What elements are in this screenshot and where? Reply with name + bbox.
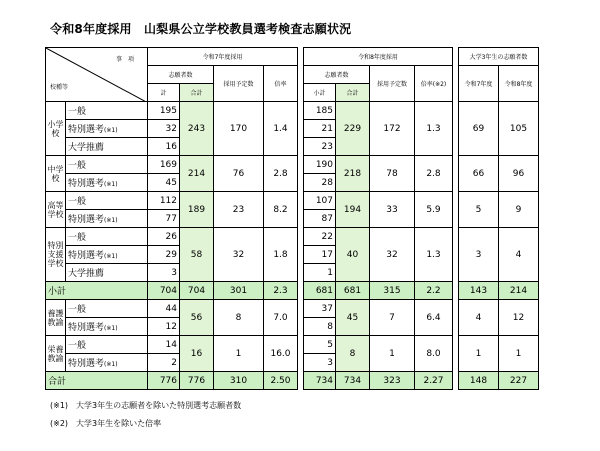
r8-shoukei-header: 小計: [304, 84, 336, 102]
r8-total: 734: [336, 372, 370, 390]
r7-planned: 8: [214, 300, 264, 336]
univ-r7-header: 令和7年度: [459, 66, 499, 102]
r8-total: 681: [336, 282, 370, 300]
r7-ratio-header: 倍率: [264, 66, 298, 102]
category-general: 一般: [66, 156, 148, 174]
r7-ratio: 1.8: [264, 228, 298, 282]
category-special-label: 特別選考: [68, 179, 105, 189]
r7-planned: 170: [214, 102, 264, 156]
r8-ratio: 6.4: [415, 300, 453, 336]
category-special-label: 特別選考: [68, 251, 105, 261]
corner-header: [46, 48, 148, 102]
r8-planned-header: 採用予定数: [370, 66, 415, 102]
r8-total: 218: [336, 156, 370, 192]
univ-r7: 1: [459, 336, 499, 372]
r8-ratio: 8.0: [415, 336, 453, 372]
school-special-support: 特別支援学校: [46, 228, 66, 282]
category-special: [66, 210, 148, 228]
category-special-label: 特別選考: [68, 359, 105, 369]
r7-total: 189: [180, 192, 214, 228]
r8-total: 8: [336, 336, 370, 372]
r8-planned: 32: [370, 228, 415, 282]
school-junior: 中学校: [46, 156, 66, 192]
univ-r8: 1: [499, 336, 539, 372]
school-yogo: 養護教諭: [46, 300, 66, 336]
univ-r8: 105: [499, 102, 539, 156]
r7-count: 44: [148, 300, 180, 318]
r7-kei: 776: [148, 372, 180, 390]
category-special-label: 特別選考: [68, 125, 105, 135]
corner-header-type: 校種等: [50, 84, 69, 91]
r7-count: 12: [148, 318, 180, 336]
r8-count: 37: [304, 300, 336, 318]
r7-planned: 23: [214, 192, 264, 228]
category-univ-rec: 大学推薦: [66, 138, 148, 156]
r7-count: 195: [148, 102, 180, 120]
r7-count: 16: [148, 138, 180, 156]
univ-r7: 69: [459, 102, 499, 156]
r7-total: 58: [180, 228, 214, 282]
school-elementary: 小学校: [46, 102, 66, 156]
r8-count: 3: [304, 354, 336, 372]
category-general: 一般: [66, 300, 148, 318]
r7-ratio: 16.0: [264, 336, 298, 372]
r7-count: 26: [148, 228, 180, 246]
note-marker: (※1): [104, 325, 118, 332]
r8-ratio: 2.8: [415, 156, 453, 192]
total-row: [46, 372, 539, 390]
r8-ratio: 2.27: [415, 372, 453, 390]
r7-planned: 310: [214, 372, 264, 390]
r8-header: 令和8年度採用: [304, 48, 453, 66]
univ-header: 大学3年生の志願者数: [459, 48, 539, 66]
r8-planned: 1: [370, 336, 415, 372]
r8-count: 8: [304, 318, 336, 336]
category-general: 一般: [66, 192, 148, 210]
r7-ratio: 2.8: [264, 156, 298, 192]
r8-count: 17: [304, 246, 336, 264]
category-univ-rec: 大学推薦: [66, 264, 148, 282]
r7-count: 45: [148, 174, 180, 192]
r8-total: 45: [336, 300, 370, 336]
r7-count: 3: [148, 264, 180, 282]
category-special: [66, 120, 148, 138]
r7-count: 77: [148, 210, 180, 228]
r7-count: 2: [148, 354, 180, 372]
footnote-2: (※2) 大学3年生を除いた倍率: [50, 419, 162, 428]
subtotal-row: [46, 282, 539, 300]
category-general: 一般: [66, 336, 148, 354]
r8-count: 28: [304, 174, 336, 192]
r8-ratio: 2.2: [415, 282, 453, 300]
category-special-label: 特別選考: [68, 323, 105, 333]
univ-r8: 96: [499, 156, 539, 192]
univ-r8: 4: [499, 228, 539, 282]
r8-total: 40: [336, 228, 370, 282]
r8-count: 23: [304, 138, 336, 156]
category-general: 一般: [66, 102, 148, 120]
r7-planned: 32: [214, 228, 264, 282]
r8-ratio: 5.9: [415, 192, 453, 228]
univ-r8: 214: [499, 282, 539, 300]
r8-ratio-header: 倍率(※2): [415, 66, 453, 102]
r7-header: 令和7年度採用: [148, 48, 298, 66]
r8-count: 107: [304, 192, 336, 210]
r7-count: 169: [148, 156, 180, 174]
category-special: [66, 354, 148, 372]
univ-r7: 3: [459, 228, 499, 282]
univ-r8: 12: [499, 300, 539, 336]
r8-count: 21: [304, 120, 336, 138]
r8-planned: 315: [370, 282, 415, 300]
r7-total: 214: [180, 156, 214, 192]
subtotal-label: 小計: [46, 282, 148, 300]
r8-goukei-header: 合計: [336, 84, 370, 102]
note-marker: (※1): [104, 361, 118, 368]
note-marker: (※1): [104, 127, 118, 134]
note-marker: (※1): [104, 217, 118, 224]
r7-goukei-header: 合計: [180, 84, 214, 102]
r7-count: 14: [148, 336, 180, 354]
r8-kei: 681: [304, 282, 336, 300]
category-special: [66, 246, 148, 264]
r8-total: 194: [336, 192, 370, 228]
r8-planned: 323: [370, 372, 415, 390]
total-label: 合計: [46, 372, 148, 390]
category-special-label: 特別選考: [68, 215, 105, 225]
r8-count: 185: [304, 102, 336, 120]
univ-r8: 9: [499, 192, 539, 228]
category-general: 一般: [66, 228, 148, 246]
r8-applicants-header: 志願者数: [304, 66, 370, 84]
r7-total: 704: [180, 282, 214, 300]
r7-ratio: 7.0: [264, 300, 298, 336]
footnote-1: (※1) 大学3年生の志願者を除いた特別選考志願者数: [50, 401, 242, 410]
univ-r7: 66: [459, 156, 499, 192]
r8-count: 87: [304, 210, 336, 228]
r7-count: 112: [148, 192, 180, 210]
r7-planned: 301: [214, 282, 264, 300]
note-marker: (※1): [104, 181, 118, 188]
univ-r7: 148: [459, 372, 499, 390]
note-marker: (※1): [104, 253, 118, 260]
r8-planned: 7: [370, 300, 415, 336]
r7-planned-header: 採用予定数: [214, 66, 264, 102]
r8-ratio: 1.3: [415, 102, 453, 156]
school-high: 高等学校: [46, 192, 66, 228]
category-special: [66, 174, 148, 192]
r8-planned: 172: [370, 102, 415, 156]
r7-kei-header: 計: [148, 84, 180, 102]
r7-planned: 1: [214, 336, 264, 372]
r8-planned: 33: [370, 192, 415, 228]
school-eiyo: 栄養教諭: [46, 336, 66, 372]
r8-ratio: 1.3: [415, 228, 453, 282]
r8-count: 1: [304, 264, 336, 282]
r8-count: 22: [304, 228, 336, 246]
r7-total: 16: [180, 336, 214, 372]
r7-ratio: 1.4: [264, 102, 298, 156]
r7-total: 776: [180, 372, 214, 390]
r7-total: 243: [180, 102, 214, 156]
r8-kei: 734: [304, 372, 336, 390]
r8-planned: 78: [370, 156, 415, 192]
applicant-table: [45, 47, 539, 390]
r7-ratio: 2.3: [264, 282, 298, 300]
univ-r7: 5: [459, 192, 499, 228]
r8-count: 5: [304, 336, 336, 354]
r7-ratio: 8.2: [264, 192, 298, 228]
r7-kei: 704: [148, 282, 180, 300]
r7-count: 29: [148, 246, 180, 264]
univ-r8: 227: [499, 372, 539, 390]
r8-count: 190: [304, 156, 336, 174]
page-title: 令和8年度採用 山梨県公立学校教員選考検査志願状況: [50, 22, 352, 36]
category-special: [66, 318, 148, 336]
r7-count: 32: [148, 120, 180, 138]
r7-ratio: 2.50: [264, 372, 298, 390]
univ-r8-header: 令和8年度: [499, 66, 539, 102]
r7-planned: 76: [214, 156, 264, 192]
corner-header-item: 事 項: [116, 56, 135, 63]
r7-applicants-header: 志願者数: [148, 66, 214, 84]
univ-r7: 4: [459, 300, 499, 336]
r7-total: 56: [180, 300, 214, 336]
univ-r7: 143: [459, 282, 499, 300]
r8-total: 229: [336, 102, 370, 156]
